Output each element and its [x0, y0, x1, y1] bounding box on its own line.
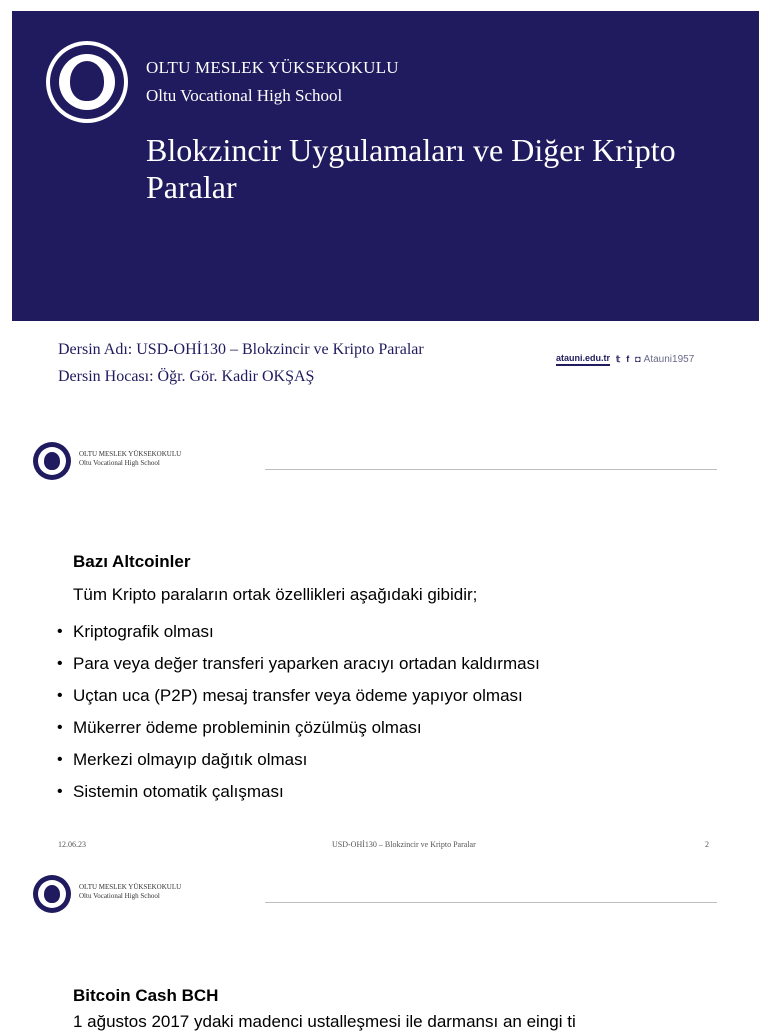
bullet-icon: •	[57, 783, 63, 800]
slide2-institution	[79, 450, 181, 468]
course-instructor: Dersin Hocası: Öğr. Gör. Kadir OKŞAŞ	[58, 368, 315, 385]
facebook-icon[interactable]: f	[626, 354, 630, 364]
social-handle: Atauni1957	[643, 353, 695, 365]
slide2-institution-tr: OLTU MESLEK YÜKSEKOKULU	[79, 450, 182, 458]
list-item: • Kriptografik olması	[57, 622, 214, 641]
course-name: Dersin Adı: USD-OHİ130 – Blokzincir ve Kripto Paralar	[58, 341, 424, 358]
cover-institution-en: Oltu Vocational High School	[146, 86, 343, 105]
slide2-intro: Tüm Kripto paraların ortak özellikleri aşağıdaki gibidir;	[73, 585, 478, 604]
cover-slide	[12, 11, 759, 321]
social-links	[556, 351, 694, 367]
cover-institution-tr: OLTU MESLEK YÜKSEKOKULU	[146, 58, 399, 77]
slide2-seal-icon	[33, 442, 71, 480]
slide3-heading: Bitcoin Cash BCH	[73, 986, 219, 1005]
slide2-footer-page: 2	[705, 840, 709, 849]
cover-title: Blokzincir Uygulamaları ve Diğer Kripto Paralar	[146, 132, 676, 205]
list-item: • Sistemin otomatik çalışması	[57, 782, 284, 801]
bullet-icon: •	[57, 751, 63, 768]
list-item: • Para veya değer transferi yaparken aracıyı ortadan kaldırması	[57, 654, 540, 673]
bullet-icon: •	[57, 623, 63, 640]
list-item: • Mükerrer ödeme probleminin çözülmüş olması	[57, 718, 422, 737]
university-seal-icon	[46, 41, 128, 123]
website-link[interactable]: atauni.edu.tr	[556, 353, 610, 366]
slide2-footer-course: USD-OHİ130 – Blokzincir ve Kripto Paralar	[332, 840, 476, 849]
slide2-bullet-list	[57, 616, 540, 808]
slide2-footer-date: 12.06.23	[58, 840, 86, 849]
instagram-icon[interactable]: ◘	[635, 354, 641, 364]
slide3-institution	[79, 883, 181, 901]
list-item: • Uçtan uca (P2P) mesaj transfer veya ödeme yapıyor olması	[57, 686, 523, 705]
slide3-institution-tr: OLTU MESLEK YÜKSEKOKULU	[79, 883, 182, 891]
slide3-institution-en: Oltu Vocational High School	[79, 892, 160, 900]
slide3-seal-icon	[33, 875, 71, 913]
slide2-heading: Bazı Altcoinler	[73, 552, 191, 571]
bullet-icon: •	[57, 655, 63, 672]
list-item: • Merkezi olmayıp dağıtık olması	[57, 750, 308, 769]
slide2-institution-en: Oltu Vocational High School	[79, 459, 160, 467]
slide3-partial-text: 1 ağustos 2017 ydaki madenci ustalleşmesi ile darmansı an eingi ti	[73, 1012, 576, 1031]
bullet-icon: •	[57, 719, 63, 736]
bullet-icon: •	[57, 687, 63, 704]
twitter-icon[interactable]: 𝕥	[616, 353, 621, 364]
slide3-header-rule	[265, 902, 717, 903]
slide2-header-rule	[265, 469, 717, 470]
